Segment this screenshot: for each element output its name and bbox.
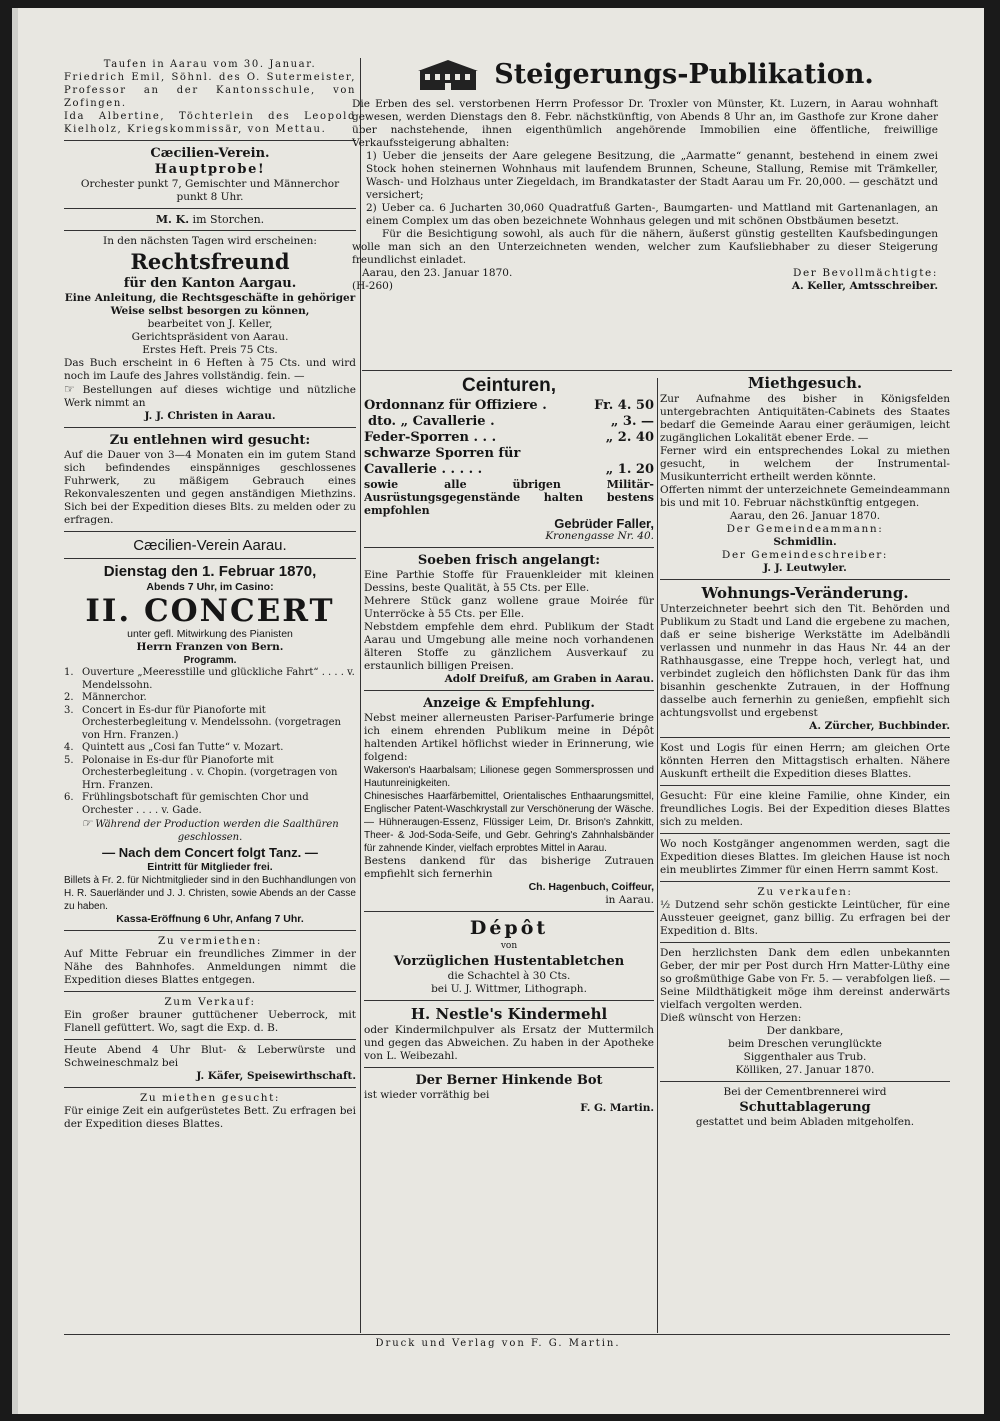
rechtsfreund-body: Das Buch erscheint in 6 Heften à 75 Cts. und wird noch im Laufe des Jahres vollständig. fein. — <box>64 357 356 382</box>
miethgesuch-p1: Zur Aufnahme des bisher in Königsfelden untergebrachten Antiquitäten-Cabinets des Staates bedarf die Gemeinde Aarau einer geräumigen, leicht zugänglichen Lokalität ebener Erde. — <box>660 393 950 444</box>
depot-name: Vorzüglichen Hustentabletchen <box>393 954 625 969</box>
rechtsfreund-title: Rechtsfreund <box>130 249 290 274</box>
soeben-sig: Adolf Dreifuß, am Graben in Aarau. <box>444 673 654 685</box>
divider <box>660 833 950 834</box>
bot-sig: F. G. Martin. <box>580 1102 654 1114</box>
kostgaenger-body: Wo noch Kostgänger angenommen werden, sagt die Expedition dieses Blattes. Im gleichen Hause ist noch ein meublirtes Zimmer für einen Herrn sammt Kost. <box>660 838 950 876</box>
vermiethen-body: Auf Mitte Februar ein freundliches Zimmer in der Nähe des Bahnhofes. Anmeldungen nimmt die Expedition dieses Blattes entgegen. <box>64 948 356 986</box>
divider <box>362 370 952 371</box>
programm-item <box>64 742 356 755</box>
taufen-entry-1: Friedrich Emil, Söhnl. des O. Sutermeister, Professor an der Kantonsschule, von Zofingen. <box>64 72 356 109</box>
kost-body: Kost und Logis für einen Herrn; am gleichen Orte könnten Herren den Mittagstisch erhalten. Nähere Auskunft ertheilt die Expedition dieses Blattes. <box>660 742 950 780</box>
divider <box>64 558 356 559</box>
divider <box>64 1087 356 1088</box>
programm-item <box>64 692 356 705</box>
concert-dance: — Nach dem Concert folgt Tanz. — <box>102 845 318 860</box>
depot-sig: bei U. J. Wittmer, Lithograph. <box>431 983 587 995</box>
ceinturen-title: Ceinturen, <box>462 375 556 396</box>
anzeige-p1: Nebst meiner allerneusten Pariser-Parfumerie bringe ich einem ehrenden Publikum meine in Dépôt haltenden Artikel höflichst wieder in Erinnerung, wie folgend: <box>364 712 654 763</box>
column-rule-2 <box>657 378 658 1333</box>
dank-line-2: beim Dreschen verunglückte <box>728 1038 882 1050</box>
soeben-title: Soeben frisch angelangt: <box>417 553 601 568</box>
anzeige-p2: Wakerson's Haarbalsam; Lilionese gegen Sommersprossen und Hautunreinigkeiten. <box>364 765 654 789</box>
ceinturen-row-label: Ordonnanz für Offiziere . <box>364 398 547 413</box>
programm-item <box>64 705 356 743</box>
blut-sig: J. Käfer, Speisewirthschaft. <box>196 1070 356 1082</box>
miethgesuch-date: Aarau, den 26. Januar 1870. <box>729 510 881 522</box>
miethgesuch-title: Miethgesuch. <box>747 374 863 392</box>
taufen-head: Taufen in Aarau vom 30. Januar. <box>103 59 317 70</box>
ceinturen-row-label: schwarze Sporren für Cavallerie . . . . . <box>364 446 521 477</box>
concert-note: Während der Production werden die Saalthüren geschlossen. <box>95 819 339 843</box>
concert-date: Dienstag den 1. Februar 1870, <box>103 563 317 580</box>
rechtsfreund-intro: In den nächsten Tagen wird erscheinen: <box>103 235 317 247</box>
entlehnen-title: Zu entlehnen wird gesucht: <box>109 433 311 448</box>
ceinturen-row-price: Fr. 4. 50 <box>594 398 654 413</box>
soeben-p1: Eine Parthie Stoffe für Frauenkleider mit kleinen Dessins, beste Qualität, à 55 Cts. per Elle. <box>364 569 654 594</box>
dank-body: Den herzlichsten Dank dem edlen unbekannten Geber, der mir per Post durch Hrn Matter-Lüthy eine so großmüthige Gabe von Fr. 5. — verabfolgen ließ. — Seine Mildthätigkeit möge ihm dereinst anderwärts vielfach vergolten werden. <box>660 947 950 1011</box>
concert-title: II. CONCERT <box>85 593 335 629</box>
pointing-hand-icon: ☞ <box>64 382 75 396</box>
steigerung-intro: Die Erben des sel. verstorbenen Herrn Professor Dr. Troxler von Münster, Kt. Luzern, in Aarau wohnhaft gewesen, werden Dienstags den 8. Febr. nächstkünftig, von Abends 8 Uhr an, im Gasthofe zur Krone daher über nachstehende, ihnen eigenthümlich angehörende Immobilien eine öffentliche, freiwillige Verkaufssteigerung abhalten: <box>352 98 938 149</box>
vermiethen-title: Zu vermiethen: <box>158 935 262 947</box>
divider <box>64 208 356 209</box>
divider <box>660 881 950 882</box>
cement-line-2: Schuttablagerung <box>739 1100 871 1115</box>
taufen-entry-2: Ida Albertine, Töchterlein des Leopold Kielholz, Kriegskommissär, von Mettau. <box>64 111 356 135</box>
ceinturen-row-label: Feder-Sporren . . . <box>364 430 497 445</box>
miethgesuch-role-2: Der Gemeindeschreiber: <box>721 549 889 561</box>
programm-item-text: Männerchor. <box>82 692 147 703</box>
nestle-body: oder Kindermilchpulver als Ersatz der Muttermilch und gegen das Abweichen. Zu haben in der Apotheke von L. Weibezahl. <box>364 1024 654 1062</box>
divider <box>364 690 654 691</box>
anzeige-loc: in Aarau. <box>605 894 654 906</box>
steigerung-item-1: 1) Ueber die jenseits der Aare gelegene Besitzung, die „Aarmatte“ genannt, bestehend in einem zwei Stock hohen steinernen Wohnhaus mit laufendem Brunnen, Scheune, Stallung, Remise mit Trämkeller, Wasch- und Holzhaus unter Ziegeldach, im Brandkataster der Stadt Aarau um Fr. 20,000. — geschätzt und versichert; <box>366 150 938 201</box>
wohnung-title: Wohnungs-Veränderung. <box>701 584 909 602</box>
wohnung-sig: A. Zürcher, Buchbinder. <box>809 720 950 732</box>
ceinturen-body: sowie alle übrigen Militär-Ausrüstungsgegenstände halten bestens empfohlen <box>364 478 654 517</box>
divider <box>364 1067 654 1068</box>
dank-line-1: Der dankbare, <box>766 1025 844 1037</box>
programm-item-text: Ouverture „Meeresstille und glückliche Fahrt“ . . . . v. Mendelssohn. <box>82 667 355 691</box>
caecilien-text: Orchester punkt 7, Gemischter und Männerchor punkt 8 Uhr. <box>80 178 340 203</box>
blut-body: Heute Abend 4 Uhr Blut- & Leberwürste und Schweineschmalz bei <box>64 1044 356 1069</box>
hauptprobe: Hauptprobe! <box>154 162 266 177</box>
steigerung-body: Für die Besichtigung sowohl, als auch für die nähern, äußerst günstig gestellten Kaufsbedingungen wolle man sich an den Unterzeichneten wenden, welcher zum Kaufsliebhaber zu dieser Steigerung freundlichst einladet. <box>352 228 938 266</box>
dank-date: Kölliken, 27. Januar 1870. <box>735 1064 875 1076</box>
divider <box>660 579 950 580</box>
newspaper-page <box>12 8 984 1414</box>
rechtsfreund-seller: J. J. Christen in Aarau. <box>144 410 276 422</box>
divider <box>64 140 356 141</box>
divider <box>660 785 950 786</box>
verkauf-body: Ein großer brauner guttüchener Ueberrock, mit Flanell gefüttert. Wo, sagt die Exp. d. B. <box>64 1009 356 1034</box>
miethgesuch-sig-2: J. J. Leutwyler. <box>763 562 847 574</box>
verkaufen-title: Zu verkaufen: <box>757 886 853 898</box>
bot-title: Der Berner Hinkende Bot <box>415 1073 603 1088</box>
divider <box>660 737 950 738</box>
divider <box>364 1000 654 1001</box>
steigerung-date: Aarau, den 23. Januar 1870. <box>362 267 513 279</box>
column-left <box>64 58 356 1333</box>
steigerung-item-2: 2) Ueber ca. 6 Jucharten 30,060 Quadratfuß Garten-, Baumgarten- und Mattland mit Gartenanlagen, an einem Complex um das oben bezeichnete Wohnhaus gelegen und mit schönen Obstbäumen besetzt. <box>366 202 938 227</box>
ceinturen-row-price: „ 1. 20 <box>605 462 654 477</box>
rechtsfreund-price: Erstes Heft. Preis 75 Cts. <box>142 344 278 356</box>
anzeige-title: Anzeige & Empfehlung. <box>423 696 595 711</box>
programm-item-text: Polonaise in Es-dur für Pianoforte mit Orchesterbegleitung . v. Chopin. (vorgetragen von Hrn. Franzen. <box>82 754 338 791</box>
ceinturen-addr: Kronengasse Nr. 40. <box>545 530 654 542</box>
gesucht-body: Gesucht: Für eine kleine Familie, ohne Kinder, ein freundliches Logis. Bei der Expedition dieses Blattes sich zu melden. <box>660 790 950 828</box>
depot-title: Dépôt <box>469 917 549 939</box>
column-middle <box>364 374 654 1334</box>
steigerung-ad <box>352 58 938 293</box>
building-icon <box>416 58 480 92</box>
soeben-p2: Mehrere Stück ganz wollene graue Moirée für Unterröcke à 55 Cts. per Elle. <box>364 595 654 620</box>
miethgesuch-sig-1: Schmidlin. <box>773 536 837 548</box>
programm-item-number: 5. <box>64 754 74 766</box>
programm-item-number: 2. <box>64 692 74 703</box>
wohnung-body: Unterzeichneter beehrt sich den Tit. Behörden und Publikum zu Stadt und Land die ergebene zu machen, daß er seine bisherige Werkstätte im Adelbändli verlassen und nunmehr in das Haus Nr. 44 an der Rathhausgasse, eine Treppe hoch, verlegt hat, und verbindet zugleich den höflichsten Dank für das ihm bisanhin geschenkte Zutrauen, in der Hoffnung dasselbe auch fernerhin zu genießen, empfiehlt sich achtungsvollst und ergebenst <box>660 603 950 719</box>
caecilien-title: Cæcilien-Verein. <box>150 146 270 161</box>
rechtsfreund-order: Bestellungen auf dieses wichtige und nützliche Werk nimmt an <box>64 384 356 409</box>
rechtsfreund-sub: für den Kanton Aargau. <box>123 276 297 291</box>
divider <box>64 427 356 428</box>
miethen-body: Für einige Zeit ein aufgerüstetes Bett. Zu erfragen bei der Expedition dieses Blattes. <box>64 1105 356 1130</box>
concert-entry: Eintritt für Mitglieder frei. <box>147 861 273 873</box>
divider <box>660 942 950 943</box>
miethgesuch-p3: Offerten nimmt der unterzeichnete Gemeindeammann bis und mit 10. Februar nächstkünftig entgegen. <box>660 484 950 509</box>
programm-item-number: 1. <box>64 667 74 678</box>
pointing-hand-icon: ☞ <box>81 816 93 830</box>
concert-with: unter gefl. Mitwirkung des Pianisten <box>127 628 293 640</box>
concert-org: Cæcilien-Verein Aarau. <box>133 537 287 554</box>
programm-item <box>64 755 356 793</box>
concert-kassa: Kassa-Eröffnung 6 Uhr, Anfang 7 Uhr. <box>116 913 304 925</box>
anzeige-sig: Ch. Hagenbuch, Coiffeur, <box>528 881 654 893</box>
steigerung-title: Steigerungs-Publikation. <box>494 59 874 90</box>
programm-item-number: 4. <box>64 742 74 753</box>
concert-tickets: Billets à Fr. 2. für Nichtmitglieder sind in den Buchhandlungen von H. R. Sauerländer und J. J. Christen, sowie Abends an der Casse zu haben. <box>64 875 356 912</box>
programm-label: Programm. <box>183 655 237 666</box>
divider <box>64 230 356 231</box>
miethgesuch-role-1: Der Gemeindeammann: <box>726 523 884 535</box>
ceinturen-row-price: „ 3. — <box>610 414 654 429</box>
soeben-p3: Nebstdem empfehle dem ehrd. Publikum der Stadt Aarau und Umgebung alle meine noch vorhandenen älteren Stoffe zu gänzlichem Ausverkauf zu erstaunlich billigen Preisen. <box>364 621 654 672</box>
divider <box>64 991 356 992</box>
programm-item-text: Frühlingsbotschaft für gemischten Chor und Orchester . . . . v. Gade. <box>82 792 309 816</box>
programm-item-number: 3. <box>64 704 74 716</box>
anzeige-p3: Chinesisches Haarfärbemittel, Orientalisches Enthaarungsmittel, Englischer Patent-Waschkrystall zur Verschönerung der Wäsche. — Hühneraugen-Essenz, Flüssiger Leim, Dr. Brison's Zahnkitt, Theer- & Jod-Soda-Seife, und Gebr. Gehring's Zahnhalsbänder für zahnende Kinder, vielfach erprobtes Mittel in Aarau. <box>364 791 654 854</box>
steigerung-ref: (H-260) <box>352 280 393 292</box>
rechtsfreund-desc: Eine Anleitung, die Rechtsgeschäfte in gehöriger Weise selbst besorgen zu können, <box>64 292 356 317</box>
bot-body: ist wieder vorräthig bei <box>364 1089 490 1101</box>
miethen-title: Zu miethen gesucht: <box>139 1092 281 1104</box>
cement-line-3: gestattet und beim Abladen mitgeholfen. <box>695 1116 915 1128</box>
entlehnen-body: Auf die Dauer von 3—4 Monaten ein im gutem Stand sich befindendes einspänniges geschlossenes Fuhrwerk, zu mäßigem Gebrauch eines Rekonvaleszenten und gegen anständigen Miethzins. Sich bei der Expedition dieses Blts. zu melden oder zu erfragen. <box>64 449 356 526</box>
divider <box>64 531 356 532</box>
programm-list <box>64 667 356 817</box>
ceinturen-row-label: dto. „ Cavallerie . <box>368 414 495 429</box>
cement-line-1: Bei der Cementbrennerei wird <box>723 1086 887 1098</box>
scan-edge <box>12 8 18 1414</box>
divider <box>364 547 654 548</box>
verkaufen-body: ½ Dutzend sehr schön gestickte Leintücher, für eine Aussteuer geeignet, ganz billig. Zu erfragen bei der Expedition d. Blts. <box>660 899 950 937</box>
steigerung-bevollm: Der Bevollmächtigte: <box>792 267 938 279</box>
programm-item-text: Quintett aus „Cosi fan Tutte“ v. Mozart. <box>82 742 284 753</box>
footer-imprint: Druck und Verlag von F. G. Martin. <box>375 1338 621 1349</box>
divider <box>64 1334 950 1335</box>
dank-wish: Dieß wünscht von Herzen: <box>660 1012 802 1024</box>
miethgesuch-p2: Ferner wird ein entsprechendes Lokal zu miethen gesucht, in welchem der Instrumental-Musikunterricht ertheilt werden könnte. <box>660 445 950 483</box>
depot-price: die Schachtel à 30 Cts. <box>447 970 571 982</box>
ceinturen-row-price: „ 2. 40 <box>605 430 654 445</box>
rechtsfreund-author: bearbeitet von J. Keller, <box>147 318 273 330</box>
divider <box>64 930 356 931</box>
verkauf-title: Zum Verkauf: <box>164 996 256 1008</box>
nestle-title: H. Nestle's Kindermehl <box>410 1005 608 1023</box>
anzeige-p4: Bestens dankend für das bisherige Zutrauen empfiehlt sich fernerhin <box>364 855 654 880</box>
mk-text: im Storchen. <box>192 213 265 226</box>
programm-item-number: 6. <box>64 792 74 803</box>
rechtsfreund-role: Gerichtspräsident von Aarau. <box>131 331 289 343</box>
divider <box>64 1039 356 1040</box>
column-right <box>660 374 950 1334</box>
dank-line-3: Siggenthaler aus Trub. <box>743 1051 867 1063</box>
programm-item <box>64 667 356 692</box>
mk-name: M. K. <box>155 213 190 226</box>
programm-item-text: Concert in Es-dur für Pianoforte mit Orchesterbegleitung v. Mendelssohn. (vorgetragen von Hrn. Franzen.) <box>82 704 341 741</box>
steigerung-sig: A. Keller, Amtsschreiber. <box>791 280 938 292</box>
divider <box>364 911 654 912</box>
programm-item <box>64 792 356 817</box>
concert-pianist: Herrn Franzen von Bern. <box>136 641 284 653</box>
divider <box>660 1081 950 1082</box>
concert-time: Abends 7 Uhr, im Casino: <box>146 581 274 593</box>
ceinturen-sig: Gebrüder Faller, <box>554 516 654 531</box>
depot-von: von <box>500 941 518 951</box>
